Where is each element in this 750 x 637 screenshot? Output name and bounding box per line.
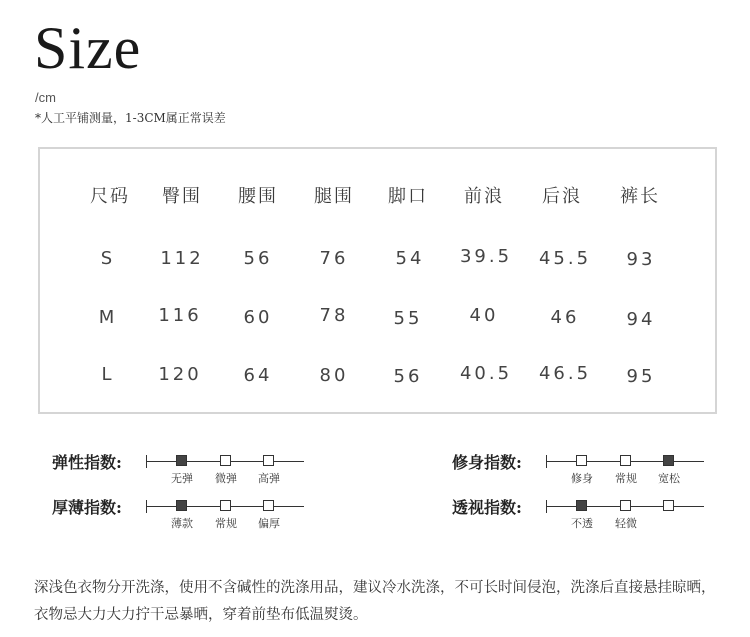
elasticity-option-box [176, 455, 187, 466]
fit-option-label: 宽松 [658, 472, 680, 485]
table-cell: 80 [319, 365, 349, 386]
table-cell: 78 [319, 305, 349, 326]
table-cell: 55 [393, 308, 423, 329]
table-cell: 112 [160, 248, 204, 269]
care-instructions: 深浅色衣物分开洗涤，使用不含碱性的洗涤用品，建议冷水洗涤，不可长时间侵泡，洗涤后直接悬挂晾晒，衣物忌大力大力拧干忌暴晒，穿着前垫布低温熨烫。 [34, 579, 716, 623]
size-table [38, 147, 717, 414]
table-cell: L [101, 364, 115, 385]
header-back-rise: 后浪 [542, 186, 582, 207]
header-hip: 臀围 [162, 186, 202, 207]
fit-option-box [663, 455, 674, 466]
table-cell: 64 [243, 365, 273, 386]
table-cell: 76 [319, 248, 349, 269]
thickness-option-label: 常规 [215, 517, 237, 530]
fit-option-box [620, 455, 631, 466]
elasticity-option-box [220, 455, 231, 466]
table-cell: 46 [550, 307, 580, 328]
transparency-option-label: 轻微 [615, 517, 637, 530]
elasticity-option-label: 微弹 [215, 472, 237, 485]
transparency-option-box [663, 500, 674, 511]
elasticity-option-label: 无弹 [171, 472, 193, 485]
thickness-option-box [263, 500, 274, 511]
fit-option-box [576, 455, 587, 466]
table-cell: S [100, 248, 116, 269]
transparency-scale [546, 495, 704, 535]
table-cell: 40.5 [459, 363, 513, 384]
fit-index-label: 修身指数: [452, 453, 522, 472]
fit-option-label: 修身 [571, 472, 593, 485]
table-cell: 54 [395, 248, 425, 269]
thickness-scale [146, 495, 304, 535]
fit-scale [546, 450, 704, 490]
header-size: 尺码 [90, 186, 130, 207]
header-leg-opening: 脚口 [388, 186, 428, 207]
table-cell: 116 [158, 305, 202, 326]
transparency-option-box [620, 500, 631, 511]
table-cell: 45.5 [538, 248, 592, 269]
table-cell: 93 [626, 249, 656, 270]
header-waist: 腰围 [238, 186, 278, 207]
table-cell: 120 [158, 364, 202, 385]
table-cell: 46.5 [538, 363, 592, 384]
transparency-option-box [576, 500, 587, 511]
table-cell: 39.5 [459, 246, 513, 267]
table-cell: 40 [469, 305, 499, 326]
elasticity-scale [146, 450, 304, 490]
thickness-option-box [220, 500, 231, 511]
measurement-note: *人工平铺测量，1-3CM属正常误差 [35, 111, 226, 125]
header-thigh: 腿围 [314, 186, 354, 207]
elasticity-option-label: 高弹 [258, 472, 280, 485]
elasticity-index-label: 弹性指数: [52, 453, 122, 472]
transparency-index-label: 透视指数: [452, 498, 522, 517]
elasticity-option-box [263, 455, 274, 466]
thickness-index-label: 厚薄指数: [52, 498, 122, 517]
thickness-option-label: 薄款 [171, 517, 193, 530]
header-length: 裤长 [620, 186, 660, 207]
header-front-rise: 前浪 [464, 186, 504, 207]
table-cell: 95 [626, 366, 656, 387]
table-cell: 56 [243, 248, 273, 269]
table-cell: 94 [626, 309, 656, 330]
unit-label: /cm [35, 90, 56, 105]
table-cell: 56 [393, 366, 423, 387]
thickness-option-label: 偏厚 [258, 517, 280, 530]
table-cell: M [98, 307, 118, 328]
transparency-option-label: 不透 [571, 517, 593, 530]
thickness-option-box [176, 500, 187, 511]
page-title: Size [34, 15, 142, 81]
fit-option-label: 常规 [615, 472, 637, 485]
table-cell: 60 [243, 307, 273, 328]
